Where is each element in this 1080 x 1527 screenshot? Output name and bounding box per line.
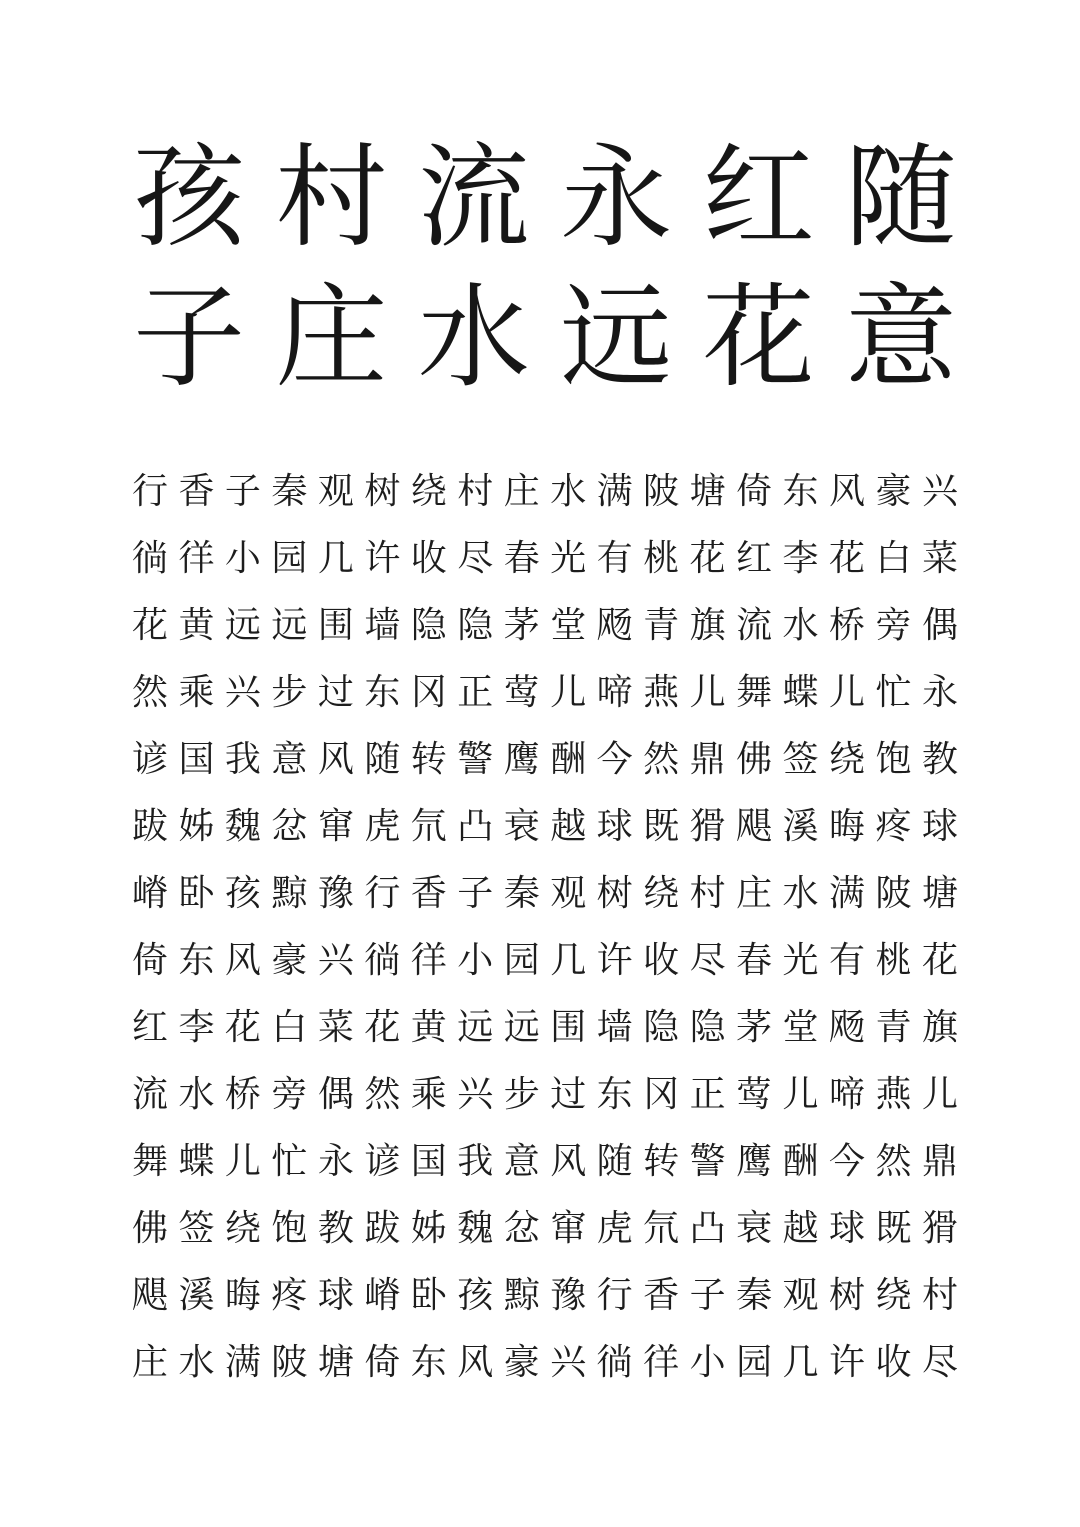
grid-character: 庄 [736, 872, 773, 914]
grid-character: 教 [317, 1207, 354, 1249]
grid-character: 秦 [736, 1274, 773, 1316]
grid-character: 水 [782, 604, 819, 646]
grid-character: 疼 [271, 1274, 308, 1316]
grid-character: 村 [921, 1274, 958, 1316]
grid-character: 观 [550, 872, 587, 914]
grid-character: 忿 [503, 1207, 540, 1249]
grid-character: 随 [364, 738, 401, 780]
grid-character: 尽 [457, 537, 494, 579]
grid-character: 流 [131, 1073, 168, 1115]
grid-row [130, 458, 960, 525]
grid-character: 李 [178, 1006, 215, 1048]
grid-character: 旗 [689, 604, 726, 646]
grid-character: 有 [596, 537, 633, 579]
grid-character: 既 [643, 805, 680, 847]
grid-character: 签 [782, 738, 819, 780]
grid-character: 收 [875, 1341, 912, 1383]
grid-character: 过 [317, 671, 354, 713]
grid-character: 饱 [271, 1207, 308, 1249]
grid-character: 花 [689, 537, 726, 579]
grid-character: 许 [596, 939, 633, 981]
grid-character: 塘 [921, 872, 958, 914]
grid-character: 乘 [178, 671, 215, 713]
grid-character: 东 [410, 1341, 447, 1383]
grid-character: 远 [503, 1006, 540, 1048]
grid-character: 莺 [503, 671, 540, 713]
grid-character: 燕 [643, 671, 680, 713]
grid-character: 鼎 [921, 1140, 958, 1182]
grid-row [130, 525, 960, 592]
grid-character: 忙 [875, 671, 912, 713]
title-character: 村 [275, 133, 388, 263]
grid-character: 兴 [550, 1341, 587, 1383]
grid-character: 黄 [410, 1006, 447, 1048]
grid-row [130, 659, 960, 726]
grid-character: 跋 [131, 805, 168, 847]
grid-character: 我 [224, 738, 261, 780]
grid-character: 正 [689, 1073, 726, 1115]
grid-character: 许 [829, 1341, 866, 1383]
grid-character: 酬 [782, 1140, 819, 1182]
grid-character: 儿 [550, 671, 587, 713]
grid-character: 尽 [689, 939, 726, 981]
grid-character: 豫 [550, 1274, 587, 1316]
grid-character: 香 [178, 470, 215, 512]
grid-character: 风 [457, 1341, 494, 1383]
grid-row [130, 793, 960, 860]
grid-character: 兴 [317, 939, 354, 981]
grid-character: 李 [782, 537, 819, 579]
grid-character: 绕 [224, 1207, 261, 1249]
grid-character: 收 [643, 939, 680, 981]
grid-character: 菜 [921, 537, 958, 579]
grid-character: 氘 [643, 1207, 680, 1249]
grid-character: 飏 [829, 1006, 866, 1048]
grid-character: 步 [271, 671, 308, 713]
grid-character: 桃 [643, 537, 680, 579]
title-character: 子 [133, 273, 245, 403]
grid-character: 花 [364, 1006, 401, 1048]
grid-character: 子 [457, 872, 494, 914]
grid-character: 今 [829, 1140, 866, 1182]
grid-character: 许 [364, 537, 401, 579]
grid-character: 几 [782, 1341, 819, 1383]
grid-character: 旁 [875, 604, 912, 646]
grid-character: 倚 [736, 470, 773, 512]
grid-character: 晦 [224, 1274, 261, 1316]
grid-character: 尽 [921, 1341, 958, 1383]
grid-character: 黥 [271, 872, 308, 914]
grid-character: 几 [550, 939, 587, 981]
grid-character: 徜 [596, 1341, 633, 1383]
grid-character: 风 [829, 470, 866, 512]
grid-character: 溪 [178, 1274, 215, 1316]
grid-row [130, 1061, 960, 1128]
grid-character: 东 [178, 939, 215, 981]
grid-character: 佛 [131, 1207, 168, 1249]
grid-character: 兴 [224, 671, 261, 713]
grid-character: 永 [317, 1140, 354, 1182]
grid-character: 水 [178, 1073, 215, 1115]
grid-character: 饱 [875, 738, 912, 780]
grid-character: 水 [178, 1341, 215, 1383]
grid-character: 园 [736, 1341, 773, 1383]
grid-character: 儿 [782, 1073, 819, 1115]
grid-character: 随 [596, 1140, 633, 1182]
title-character: 水 [417, 273, 530, 403]
grid-character: 谚 [364, 1140, 401, 1182]
grid-character: 春 [736, 939, 773, 981]
grid-character: 既 [875, 1207, 912, 1249]
grid-character: 魏 [457, 1207, 494, 1249]
grid-character: 徜 [131, 537, 168, 579]
grid-character: 香 [410, 872, 447, 914]
grid-character: 儿 [829, 671, 866, 713]
grid-character: 茅 [736, 1006, 773, 1048]
grid-character: 树 [364, 470, 401, 512]
title-character: 孩 [133, 133, 245, 263]
grid-character: 陂 [875, 872, 912, 914]
grid-character: 飓 [131, 1274, 168, 1316]
grid-character: 姊 [178, 805, 215, 847]
grid-character: 签 [178, 1207, 215, 1249]
grid-character: 隐 [457, 604, 494, 646]
grid-character: 然 [875, 1140, 912, 1182]
grid-character: 绕 [643, 872, 680, 914]
grid-character: 转 [410, 738, 447, 780]
grid-character: 隐 [689, 1006, 726, 1048]
grid-character: 几 [317, 537, 354, 579]
title-character: 流 [417, 133, 530, 263]
grid-character: 凸 [457, 805, 494, 847]
grid-character: 子 [689, 1274, 726, 1316]
grid-character: 东 [782, 470, 819, 512]
grid-character: 绕 [410, 470, 447, 512]
grid-character: 儿 [921, 1073, 958, 1115]
grid-character: 远 [457, 1006, 494, 1048]
grid-character: 桥 [829, 604, 866, 646]
grid-character: 越 [550, 805, 587, 847]
grid-character: 鼎 [689, 738, 726, 780]
grid-character: 衰 [503, 805, 540, 847]
grid-character: 球 [596, 805, 633, 847]
grid-character: 行 [131, 470, 168, 512]
grid-character: 正 [457, 671, 494, 713]
grid-character: 村 [457, 470, 494, 512]
grid-character: 庄 [131, 1341, 168, 1383]
grid-character: 越 [782, 1207, 819, 1249]
grid-character: 孩 [224, 872, 261, 914]
grid-character: 流 [736, 604, 773, 646]
grid-character: 墙 [364, 604, 401, 646]
grid-character: 东 [364, 671, 401, 713]
grid-character: 隐 [643, 1006, 680, 1048]
grid-character: 树 [829, 1274, 866, 1316]
grid-character: 警 [457, 738, 494, 780]
grid-row [130, 726, 960, 793]
grid-character: 园 [503, 939, 540, 981]
grid-character: 陂 [271, 1341, 308, 1383]
grid-character: 意 [271, 738, 308, 780]
grid-character: 永 [921, 671, 958, 713]
grid-character: 偶 [317, 1073, 354, 1115]
grid-character: 隐 [410, 604, 447, 646]
grid-row [130, 1262, 960, 1329]
grid-character: 黄 [178, 604, 215, 646]
grid-character: 教 [921, 738, 958, 780]
grid-character: 菜 [317, 1006, 354, 1048]
grid-character: 兴 [921, 470, 958, 512]
grid-character: 佛 [736, 738, 773, 780]
grid-character: 转 [643, 1140, 680, 1182]
grid-character: 水 [782, 872, 819, 914]
grid-character: 晦 [829, 805, 866, 847]
grid-character: 有 [829, 939, 866, 981]
grid-character: 飓 [736, 805, 773, 847]
grid-character: 园 [271, 537, 308, 579]
grid-row [130, 1195, 960, 1262]
grid-character: 塘 [689, 470, 726, 512]
character-grid [130, 458, 960, 1396]
grid-character: 光 [550, 537, 587, 579]
grid-character: 墙 [596, 1006, 633, 1048]
grid-character: 窜 [317, 805, 354, 847]
grid-character: 魏 [224, 805, 261, 847]
grid-character: 舞 [131, 1140, 168, 1182]
grid-character: 蝶 [178, 1140, 215, 1182]
grid-character: 堂 [550, 604, 587, 646]
grid-character: 香 [643, 1274, 680, 1316]
grid-character: 啼 [829, 1073, 866, 1115]
grid-character: 子 [224, 470, 261, 512]
title-character: 红 [702, 133, 815, 263]
grid-character: 国 [410, 1140, 447, 1182]
grid-character: 小 [224, 537, 261, 579]
grid-character: 春 [503, 537, 540, 579]
grid-character: 花 [131, 604, 168, 646]
grid-character: 绕 [829, 738, 866, 780]
grid-character: 收 [410, 537, 447, 579]
grid-character: 茅 [503, 604, 540, 646]
grid-character: 秦 [271, 470, 308, 512]
grid-character: 虎 [596, 1207, 633, 1249]
grid-character: 燕 [875, 1073, 912, 1115]
grid-character: 徉 [643, 1341, 680, 1383]
grid-character: 青 [875, 1006, 912, 1048]
grid-character: 过 [550, 1073, 587, 1115]
grid-character: 乘 [410, 1073, 447, 1115]
grid-character: 堂 [782, 1006, 819, 1048]
grid-row [130, 927, 960, 994]
grid-character: 倚 [364, 1341, 401, 1383]
title-line [130, 128, 960, 268]
grid-character: 豫 [317, 872, 354, 914]
grid-row [130, 994, 960, 1061]
grid-character: 然 [131, 671, 168, 713]
grid-character: 水 [550, 470, 587, 512]
grid-character: 姊 [410, 1207, 447, 1249]
grid-character: 花 [921, 939, 958, 981]
grid-character: 孩 [457, 1274, 494, 1316]
grid-row [130, 860, 960, 927]
grid-row [130, 1128, 960, 1195]
grid-character: 围 [317, 604, 354, 646]
grid-character: 行 [596, 1274, 633, 1316]
grid-character: 然 [643, 738, 680, 780]
grid-character: 虎 [364, 805, 401, 847]
grid-character: 然 [364, 1073, 401, 1115]
grid-character: 花 [224, 1006, 261, 1048]
grid-character: 氘 [410, 805, 447, 847]
title-character: 意 [844, 273, 957, 403]
grid-character: 红 [736, 537, 773, 579]
grid-character: 倚 [131, 939, 168, 981]
grid-character: 嵴 [131, 872, 168, 914]
title-character: 远 [560, 273, 673, 403]
grid-character: 忙 [271, 1140, 308, 1182]
grid-character: 跋 [364, 1207, 401, 1249]
grid-row [130, 1329, 960, 1396]
grid-character: 儿 [224, 1140, 261, 1182]
grid-character: 舞 [736, 671, 773, 713]
grid-character: 球 [829, 1207, 866, 1249]
title-character: 随 [844, 133, 957, 263]
title-character: 庄 [275, 273, 388, 403]
grid-character: 嵴 [364, 1274, 401, 1316]
grid-character: 满 [596, 470, 633, 512]
grid-character: 风 [550, 1140, 587, 1182]
grid-character: 兴 [457, 1073, 494, 1115]
grid-character: 球 [921, 805, 958, 847]
title-line [130, 268, 960, 408]
grid-character: 儿 [689, 671, 726, 713]
grid-character: 豪 [271, 939, 308, 981]
grid-character: 红 [131, 1006, 168, 1048]
grid-character: 国 [178, 738, 215, 780]
grid-character: 旗 [921, 1006, 958, 1048]
grid-character: 徜 [364, 939, 401, 981]
grid-character: 猾 [921, 1207, 958, 1249]
grid-character: 酬 [550, 738, 587, 780]
grid-character: 冈 [410, 671, 447, 713]
grid-character: 衰 [736, 1207, 773, 1249]
grid-character: 莺 [736, 1073, 773, 1115]
grid-character: 满 [224, 1341, 261, 1383]
grid-character: 远 [224, 604, 261, 646]
grid-character: 飏 [596, 604, 633, 646]
grid-character: 村 [689, 872, 726, 914]
grid-character: 白 [875, 537, 912, 579]
grid-character: 谚 [131, 738, 168, 780]
grid-character: 绕 [875, 1274, 912, 1316]
grid-character: 树 [596, 872, 633, 914]
grid-character: 偶 [921, 604, 958, 646]
grid-character: 我 [457, 1140, 494, 1182]
grid-character: 观 [782, 1274, 819, 1316]
display-title [130, 128, 960, 408]
grid-character: 卧 [178, 872, 215, 914]
grid-character: 光 [782, 939, 819, 981]
grid-character: 小 [689, 1341, 726, 1383]
grid-character: 徉 [410, 939, 447, 981]
grid-character: 徉 [178, 537, 215, 579]
grid-character: 远 [271, 604, 308, 646]
grid-character: 桥 [224, 1073, 261, 1115]
grid-character: 行 [364, 872, 401, 914]
grid-character: 旁 [271, 1073, 308, 1115]
grid-character: 桃 [875, 939, 912, 981]
grid-character: 花 [829, 537, 866, 579]
title-character: 永 [560, 133, 673, 263]
grid-character: 秦 [503, 872, 540, 914]
grid-character: 东 [596, 1073, 633, 1115]
grid-character: 疼 [875, 805, 912, 847]
grid-character: 溪 [782, 805, 819, 847]
grid-character: 猾 [689, 805, 726, 847]
grid-character: 风 [224, 939, 261, 981]
grid-character: 青 [643, 604, 680, 646]
grid-character: 今 [596, 738, 633, 780]
grid-character: 冈 [643, 1073, 680, 1115]
grid-character: 观 [317, 470, 354, 512]
grid-character: 啼 [596, 671, 633, 713]
grid-character: 警 [689, 1140, 726, 1182]
grid-character: 窜 [550, 1207, 587, 1249]
grid-character: 忿 [271, 805, 308, 847]
grid-character: 意 [503, 1140, 540, 1182]
title-character: 花 [702, 273, 815, 403]
grid-character: 庄 [503, 470, 540, 512]
grid-character: 小 [457, 939, 494, 981]
grid-character: 卧 [410, 1274, 447, 1316]
grid-character: 蝶 [782, 671, 819, 713]
grid-character: 陂 [643, 470, 680, 512]
grid-row [130, 592, 960, 659]
grid-character: 风 [317, 738, 354, 780]
grid-character: 黥 [503, 1274, 540, 1316]
grid-character: 鹰 [736, 1140, 773, 1182]
grid-character: 球 [317, 1274, 354, 1316]
grid-character: 塘 [317, 1341, 354, 1383]
grid-character: 满 [829, 872, 866, 914]
grid-character: 凸 [689, 1207, 726, 1249]
grid-character: 鹰 [503, 738, 540, 780]
grid-character: 步 [503, 1073, 540, 1115]
grid-character: 豪 [875, 470, 912, 512]
grid-character: 白 [271, 1006, 308, 1048]
grid-character: 围 [550, 1006, 587, 1048]
grid-character: 豪 [503, 1341, 540, 1383]
